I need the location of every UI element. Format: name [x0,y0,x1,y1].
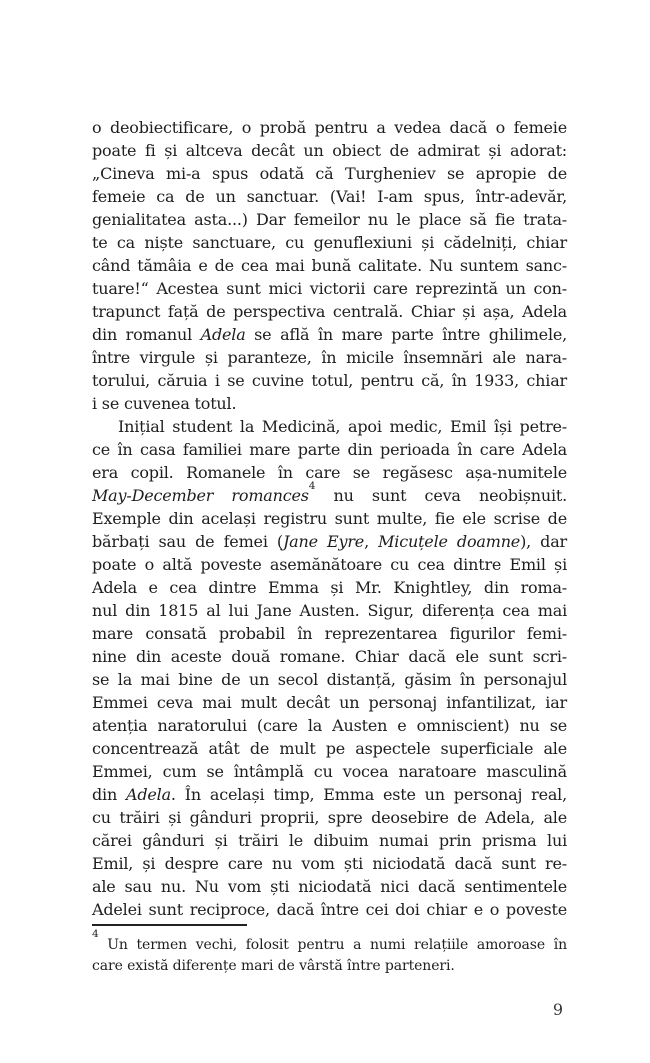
text-line [92,714,567,737]
text-line [92,479,567,507]
text-line [92,438,567,461]
footnote-ref: 4 [308,479,316,492]
text-line [92,576,567,599]
text-segment: cărei gânduri și trăiri le dibuim numai prin prisma lui [92,831,567,850]
text-segment: concentrează atât de mult pe aspectele superficiale ale [92,739,567,758]
text-line [92,392,567,415]
text-segment: Emmei ceva mai mult decât un personaj infantilizat, iar [92,693,567,712]
text-line [92,956,567,977]
text-line [92,277,567,300]
text-segment: femeie ca de un sanctuar. (Vai! I-am spus, într-adevăr, [92,187,567,206]
text-segment: i se cuvenea totul. [92,394,237,413]
text-segment: ale sau nu. Nu vom ști niciodată nici dacă sentimentele [92,877,567,896]
text-segment: ), dar [520,532,567,551]
text-segment: . În același timp, Emma este un personaj real, [170,785,567,804]
text-line [92,783,567,806]
body-text [92,116,567,921]
text-line [92,116,567,139]
text-line [92,507,567,530]
italic-text: Jane Eyre [282,532,365,551]
text-line [92,668,567,691]
text-segment: când tămâia e de cea mai bună calitate. Nu suntem sanc- [92,256,567,275]
text-segment: poate o altă poveste asemănătoare cu cea dintre Emil și [92,555,567,574]
text-line [92,300,567,323]
text-line [92,875,567,898]
text-segment: din [92,785,126,804]
italic-text: Adela [125,785,171,804]
text-line [92,323,567,346]
text-segment: Adela e cea dintre Emma și Mr. Knightley, din roma- [92,578,567,597]
text-segment: nu sunt ceva neobișnuit. [315,486,567,505]
text-segment: trapunct față de perspectiva centrală. Chiar și așa, Adela [92,302,567,321]
text-line [92,760,567,783]
text-segment: „Cineva mi-a spus odată că Turgheniev se apropie de [92,164,567,183]
italic-text: Micuțele doamne [378,532,521,551]
text-segment: Exemple din același registru sunt multe, fie ele scrise de [92,509,567,528]
text-line [92,231,567,254]
text-segment: nine din aceste două romane. Chiar dacă ele sunt scri- [92,647,567,666]
text-segment: o deobiectificare, o probă pentru a vedea dacă o femeie [92,118,567,137]
text-line [92,829,567,852]
italic-text: May-December romances [92,486,309,505]
text-segment: care există diferențe mari de vârstă între parteneri. [92,958,455,974]
italic-text: Adela [200,325,246,344]
text-line [92,369,567,392]
text-line [92,530,567,553]
text-segment: genialitatea asta...) Dar femeilor nu le place să fie trata- [92,210,567,229]
text-segment: Adelei sunt reciproce, dacă între cei doi chiar e o poveste [92,900,567,919]
text-line [92,622,567,645]
text-segment: se la mai bine de un secol distanță, găsim în personajul [92,670,567,689]
text-segment: între virgule și paranteze, în micile însemnări ale nara- [92,348,567,367]
text-segment: nul din 1815 al lui Jane Austen. Sigur, diferența cea mai [92,601,567,620]
text-line [92,553,567,576]
footnote-rule [92,924,247,926]
text-segment: Inițial student la Medicină, apoi medic, Emil își petre- [118,417,567,436]
text-line [92,599,567,622]
text-segment: poate fi și altceva decât un obiect de admirat și adorat: [92,141,567,160]
footnote [92,924,567,977]
text-segment: Emil, și despre care nu vom ști niciodată dacă sunt re- [92,854,567,873]
text-line [92,185,567,208]
text-line [92,139,567,162]
text-line [92,928,567,956]
text-segment: Emmei, cum se întâmplă cu vocea naratoare masculină [92,762,567,781]
text-line [92,461,567,484]
text-line [92,806,567,829]
text-line [92,852,567,875]
text-line [92,691,567,714]
footnote-ref: 4 [92,928,99,941]
text-segment: ce în casa familiei mare parte din perioada în care Adela [92,440,567,459]
text-segment: se află în mare parte între ghilimele, [245,325,568,344]
text-segment: atenția naratorului (care la Austen e omniscient) nu se [92,716,567,735]
text-line [92,415,567,438]
text-segment: tuare!“ Acestea sunt mici victorii care reprezintă un con- [92,279,567,298]
text-line [92,208,567,231]
text-segment: din romanul [92,325,201,344]
footnote-lines [92,928,567,977]
text-line [92,346,567,369]
text-line [92,898,567,921]
text-line [92,737,567,760]
text-segment: era copil. Romanele în care se regăsesc așa-numitele [92,463,567,482]
text-line [92,162,567,185]
text-segment: , [364,532,379,551]
page-number: 9 [552,1000,563,1019]
text-segment: torului, căruia i se cuvine totul, pentru că, în 1933, chiar [92,371,567,390]
text-segment: te ca niște sanctuare, cu genuflexiuni și cădelniți, chiar [92,233,567,252]
text-segment: cu trăiri și gânduri proprii, spre deosebire de Adela, ale [92,808,567,827]
text-segment: mare consată probabil în reprezentarea figurilor femi- [92,624,567,643]
text-line [92,645,567,668]
text-segment: bărbați sau de femei ( [92,532,283,551]
text-segment: Un termen vechi, folosit pentru a numi relațiile amoroase în [98,937,567,953]
text-line [92,254,567,277]
